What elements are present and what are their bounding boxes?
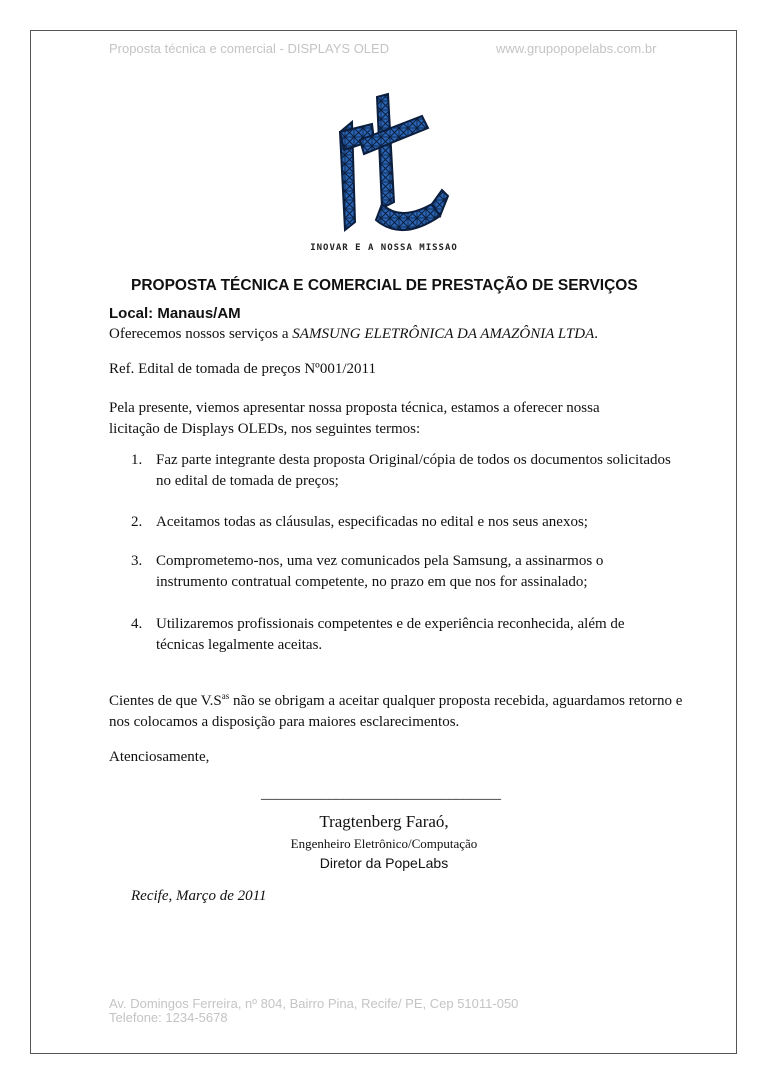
intro-paragraph: Pela presente, viemos apresentar nossa proposta técnica, estamos a oferecer nossa licitação de Displays OLEDs, nos seguintes termos: xyxy=(109,400,600,437)
term-item: 1. Faz parte integrante desta proposta Original/cópia de todos os documentos solicitados no edital de tomada de preços; xyxy=(131,452,671,489)
closing-paragraph: Cientes de que $V.S^{as}$ não se obrigam a aceitar qualquer proposta recebida, aguardamos retorno e nos colocamos a disposição para maiores esclarecimentos. xyxy=(109,691,683,730)
footer-phone: Telefone: 1234-5678 xyxy=(109,1010,228,1025)
document-title: PROPOSTA TÉCNICA E COMERCIAL DE PRESTAÇÃO DE SERVIÇOS xyxy=(131,277,638,294)
offer-prefix: Oferecemos nossos serviços a xyxy=(109,326,293,342)
signer-title: Engenheiro Eletrônico/Computação xyxy=(290,836,478,851)
offer-company: SAMSUNG ELETRÔNICA DA AMAZÔNIA LTDA xyxy=(292,326,595,342)
company-logo xyxy=(282,92,486,264)
header-title: Proposta técnica e comercial - DISPLAYS OLED xyxy=(109,41,390,56)
signer-role: Diretor da PopeLabs xyxy=(319,855,449,871)
signer-name: Tragtenberg Faraó, xyxy=(319,812,449,831)
term-item: 3. Comprometemo-nos, uma vez comunicados pela Samsung, a assinarmos o instrumento contratual competente, no prazo em que nos for assinalado; xyxy=(131,553,604,590)
location: Local: Manaus/AM xyxy=(109,305,241,322)
offer-paragraph xyxy=(109,324,669,345)
signature-line: ________________________________ xyxy=(261,786,501,802)
reference: Ref. Edital de tomada de preços Nº001/2011 xyxy=(109,361,376,377)
regards: Atenciosamente, xyxy=(109,749,210,765)
term-item: 4. Utilizaremos profissionais competentes e de experiência reconhecida, além de técnicas legalmente aceitas. xyxy=(131,616,625,653)
offer-suffix: . xyxy=(594,326,598,342)
place-date: Recife, Março de 2011 xyxy=(131,888,267,904)
footer-address: Av. Domingos Ferreira, nº 804, Bairro Pina, Recife/ PE, Cep 51011-050 xyxy=(109,996,519,1011)
term-item: 2. Aceitamos todas as cláusulas, especificadas no edital e nos seus anexos; xyxy=(131,514,588,530)
header-website: www.grupopopelabs.com.br xyxy=(496,41,657,56)
logo-slogan: INOVAR E A NOSSA MISSAO xyxy=(310,243,458,253)
